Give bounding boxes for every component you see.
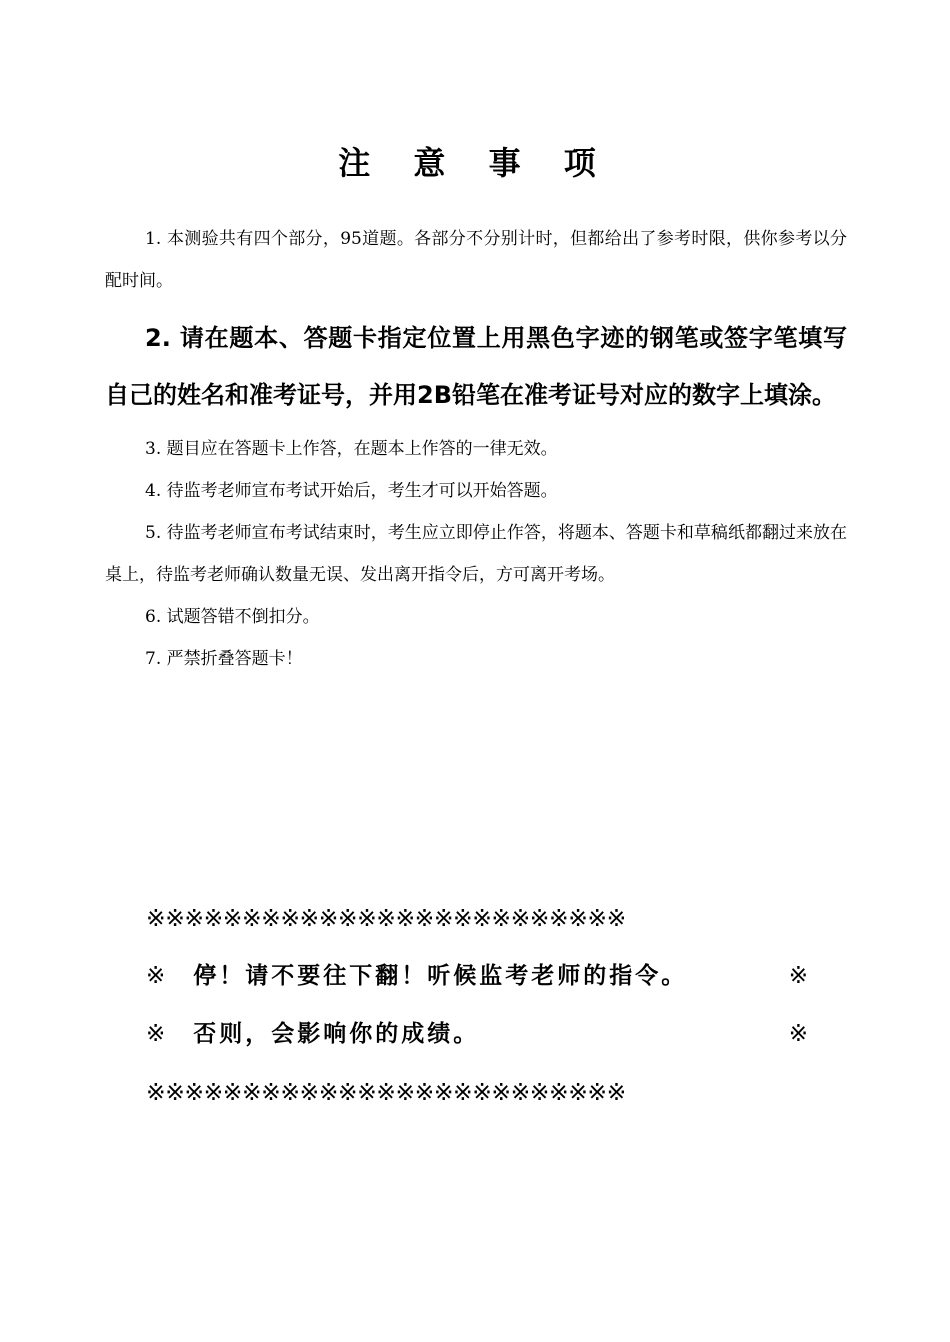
instruction-item: 5. 待监考老师宣布考试结束时，考生应立即停止作答，将题本、答题卡和草稿纸都翻过来放在桌上，待监考老师确认数量无误、发出离开指令后，方可离开考场。	[105, 523, 847, 585]
instruction-item: 7. 严禁折叠答题卡！	[145, 649, 303, 669]
instruction-item: 1. 本测验共有四个部分，95道题。各部分不分别计时，但都给出了参考时限，供你参考以分配时间。	[105, 229, 847, 291]
instruction-item: 3. 题目应在答题卡上作答，在题本上作答的一律无效。	[145, 439, 558, 459]
banner-mark: ※	[788, 963, 808, 989]
page-title: 注 意 事 项	[338, 144, 612, 182]
instruction-item-emphasized: 2. 请在题本、答题卡指定位置上用黑色字迹的钢笔或签字笔填写自己的姓名和准考证号，并用2B铅笔在准考证号对应的数字上填涂。	[105, 324, 847, 409]
banner-border-top: ※※※※※※※※※※※※※※※※※※※※※※※※※	[146, 904, 626, 932]
instructions-list	[105, 218, 847, 680]
instruction-item: 4. 待监考老师宣布考试开始后，考生才可以开始答题。	[145, 481, 558, 501]
banner-mark: ※	[146, 963, 166, 989]
banner-line-2: 否则，会影响你的成绩。	[193, 1021, 480, 1047]
instruction-item: 6. 试题答错不倒扣分。	[145, 607, 320, 627]
banner-mark: ※	[146, 1021, 166, 1047]
banner-border-bottom: ※※※※※※※※※※※※※※※※※※※※※※※※※	[146, 1078, 626, 1106]
stop-warning-banner	[146, 896, 808, 1128]
banner-mark: ※	[788, 1021, 808, 1047]
banner-line-1: 停！请不要往下翻！听候监考老师的指令。	[193, 963, 688, 989]
